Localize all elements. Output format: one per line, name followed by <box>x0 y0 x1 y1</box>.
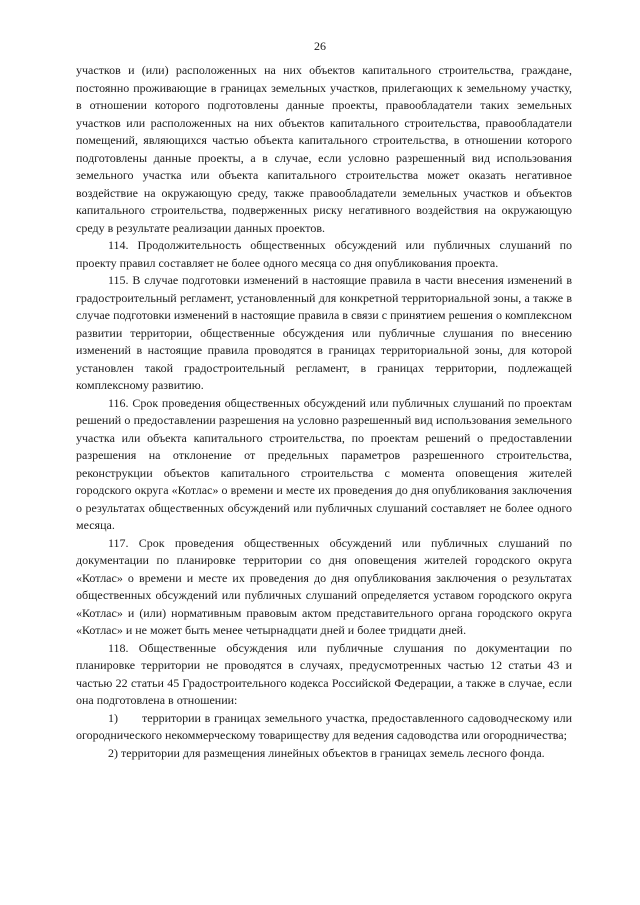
list-item-1 <box>76 710 572 745</box>
page-number: 26 <box>314 39 326 53</box>
paragraph-114: 114. Продолжительность общественных обсуждений или публичных слушаний по проекту правил составляет не более одного месяца со дня опубликования проекта. <box>76 238 572 270</box>
list-item-2 <box>76 745 572 763</box>
paragraph-118: 118. Общественные обсуждения или публичные слушания по документации по планировке территории не проводятся в случаях, предусмотренных частью 12 статьи 43 и частью 22 статьи 45 Градостроительного кодекса Российской Федерации, а также в случае, если она подготовлена в отношении: <box>76 640 572 707</box>
paragraph-116: 116. Срок проведения общественных обсуждений или публичных слушаний по проектам решений о предоставлении разрешения на условно разрешенный вид использования земельного участка или объекта капитального строительства, по проектам решений о предоставлении разрешения на отклонение от предельных параметров разрешенного строительства, реконструкции объектов капитального строительства с момента оповещения жителей городского округа «Котлас» о времени и месте их проведения до дня опубликования заключения о результатах общественных обсуждений или публичных слушаний составляет не более одного месяца. <box>76 395 572 532</box>
paragraph-continuation: участков и (или) расположенных на них объектов капитального строительства, граждане, постоянно проживающие в границах земельных участков, прилегающих к земельному участку, в отношении которого подготовлены данные проекты, правообладатели таких земельных участков или расположенных на них объектов капитального строительства, правообладатели помещений, являющихся частью объекта капитального строительства, в отношении которого подготовлены данные проекты, а в случае, если условно разрешенный вид использования земельного участка или объекта капитального строительства может оказать негативное воздействие на окружающую среду, также правообладатели земельных участков и объектов капитального строительства, подверженных риску негативного воздействия на окружающую среду в результате реализации данных проектов. <box>76 63 572 235</box>
paragraph-117: 117. Срок проведения общественных обсуждений или публичных слушаний по документации по планировке территории со дня оповещения жителей городского округа «Котлас» о времени и месте их проведения до дня опубликования заключения о результатах общественных обсуждений или публичных слушаний определяется уставом городского округа «Котлас» и (или) нормативным правовым актом представительного органа городского округа «Котлас» и не может быть менее четырнадцати дней и более тридцати дней. <box>76 535 572 637</box>
list-item-number: 1) <box>108 710 118 725</box>
list-item-text: территории для размещения линейных объектов в границах земель лесного фонда. <box>121 745 545 760</box>
list-item-text: территории в границах земельного участка, предоставленного садоводческому или огороднического некоммерческому товариществу для ведения садоводства или огородничества; <box>76 710 572 742</box>
paragraph-115: 115. В случае подготовки изменений в настоящие правила в части внесения изменений в градостроительный регламент, установленный для конкретной территориальной зоны, а также в случае подготовки изменений в настоящие правила в связи с принятием решения о комплексном развитии территории, общественные обсуждения или публичные слушания по внесению изменений в настоящие правила проводятся в границах территориальной зоны, для которой установлен такой градостроительный регламент, в границах территории, подлежащей комплексному развитию. <box>76 273 572 392</box>
document-body <box>76 62 572 762</box>
list-item-number: 2) <box>108 745 118 760</box>
